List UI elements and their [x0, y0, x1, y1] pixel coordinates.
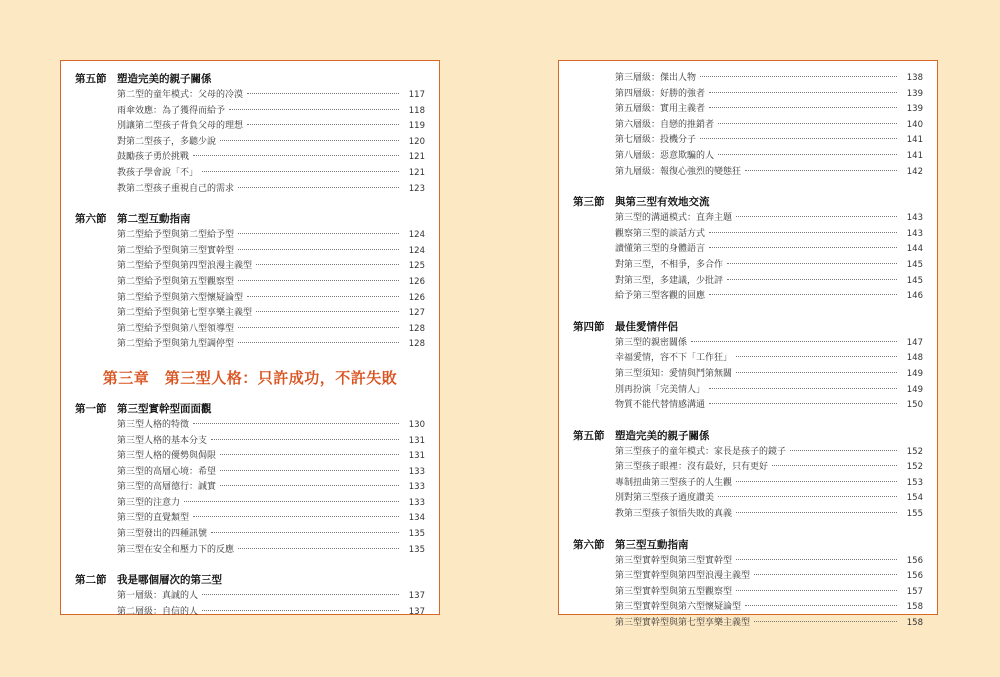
page-number: 143: [906, 228, 923, 239]
entry-title: 第三型的溝通模式：直奔主題: [615, 213, 733, 224]
entry-title: 第三型孩子的童年模式：家長是孩子的鏡子: [615, 446, 787, 457]
toc-section: [573, 428, 923, 523]
entry-title: 第二型給予型與第四型浪漫主義型: [117, 261, 253, 272]
dot-leader: [700, 76, 897, 77]
toc-entry[interactable]: [117, 150, 425, 166]
dot-leader: [772, 465, 897, 466]
dot-leader: [220, 454, 399, 455]
entry-title: 雨傘效應：為了獲得而給予: [117, 105, 226, 116]
dot-leader: [238, 233, 399, 234]
dot-leader: [256, 311, 399, 312]
entry-title: 第三型實幹型與第七型享樂主義型: [615, 618, 751, 629]
dot-leader: [202, 171, 399, 172]
page-number: 148: [906, 353, 923, 364]
page-number: 120: [408, 136, 425, 147]
section-heading: [75, 572, 425, 589]
page-number: 135: [408, 544, 425, 555]
section-number: 第六節: [75, 213, 107, 226]
page-number: 152: [906, 446, 923, 457]
entry-list: [75, 88, 425, 197]
toc-entry[interactable]: [117, 244, 425, 260]
page-number: 145: [906, 259, 923, 270]
entry-title: 給予第三型客觀的回應: [615, 291, 706, 302]
entry-title: 專制扭曲第三型孩子的人生觀: [615, 477, 733, 488]
toc-entry[interactable]: [117, 135, 425, 151]
entry-title: 第三型的直覺類型: [117, 513, 190, 524]
entry-title: 第三型的注意力: [117, 497, 181, 508]
dot-leader: [736, 559, 897, 560]
chapter-heading: 第三章 第三型人格：只許成功，不許失敗: [102, 368, 398, 387]
toc-entry[interactable]: [117, 228, 425, 244]
page-number: 131: [408, 451, 425, 462]
section-number: 第二節: [75, 574, 107, 587]
entry-list: [573, 71, 923, 180]
dot-leader: [709, 247, 897, 248]
section-number: 第三節: [573, 196, 605, 209]
entry-title: 鼓勵孩子勇於挑戰: [117, 152, 190, 163]
toc-entry[interactable]: [117, 275, 425, 291]
dot-leader: [718, 123, 897, 124]
toc-section: [573, 71, 923, 180]
page-number: 126: [408, 276, 425, 287]
section-number: 第一節: [75, 402, 107, 415]
section-title: 最佳愛情伴侶: [615, 320, 678, 333]
entry-list: [75, 228, 425, 353]
toc-section: [573, 194, 923, 305]
page-number: 158: [906, 602, 923, 613]
toc-entry[interactable]: [117, 605, 425, 621]
page-number: 157: [906, 586, 923, 597]
entry-title: 第七層級：投機分子: [615, 135, 697, 146]
section-heading: [75, 401, 425, 418]
entry-list: [573, 445, 923, 523]
dot-leader: [709, 107, 897, 108]
page-number: 152: [906, 462, 923, 473]
dot-leader: [229, 109, 399, 110]
toc-entry[interactable]: [615, 242, 923, 258]
entry-title: 第三型孩子眼裡：沒有最好，只有更好: [615, 462, 769, 473]
page-number: 117: [408, 90, 425, 100]
toc-entry[interactable]: [117, 322, 425, 338]
entry-title: 第二型給予型與第八型領導型: [117, 323, 235, 334]
dot-leader: [727, 263, 897, 264]
entry-title: 第三型發出的四種訊號: [117, 529, 208, 540]
page-number: 156: [906, 555, 923, 566]
dot-leader: [709, 388, 897, 389]
right-page: [558, 60, 938, 629]
page-number: 124: [408, 245, 425, 256]
toc-entry[interactable]: [117, 119, 425, 135]
entry-title: 第八層級：惡意欺騙的人: [615, 150, 715, 161]
toc-entry[interactable]: [615, 133, 923, 149]
section-number: 第五節: [573, 429, 605, 442]
toc-entry[interactable]: [117, 449, 425, 465]
dot-leader: [202, 594, 399, 595]
entry-title: 別對第三型孩子過度讚美: [615, 493, 715, 504]
dot-leader: [700, 138, 897, 139]
toc-entry[interactable]: [615, 274, 923, 290]
entry-title: 第三型的親密關係: [615, 337, 688, 348]
page-number: 131: [408, 435, 425, 446]
dot-leader: [718, 496, 897, 497]
toc-entry[interactable]: [117, 259, 425, 275]
entry-title: 讀懂第三型的身體語言: [615, 244, 706, 255]
page-number: 153: [906, 477, 923, 488]
dot-leader: [709, 294, 897, 295]
entry-title: 教第三型孩子領悟失敗的真義: [615, 509, 733, 520]
dot-leader: [709, 92, 897, 93]
toc-entry[interactable]: [615, 585, 923, 601]
section-title: 與第三型有效地交流: [615, 196, 710, 209]
entry-title: 第三層級：傑出人物: [615, 73, 697, 83]
entry-title: 第一層級：真誠的人: [117, 591, 199, 602]
toc-entry[interactable]: [615, 336, 923, 352]
dot-leader: [736, 590, 897, 591]
page-number: 155: [906, 509, 923, 520]
toc-entry[interactable]: [117, 418, 425, 434]
entry-title: 第六層級：自戀的推銷者: [615, 119, 715, 130]
dot-leader: [736, 512, 897, 513]
entry-title: 別讓第二型孩子背負父母的理想: [117, 121, 244, 132]
dot-leader: [247, 93, 399, 94]
toc-entry[interactable]: [615, 118, 923, 134]
toc-entry[interactable]: [615, 289, 923, 305]
toc-entry[interactable]: [615, 600, 923, 616]
entry-title: 第九層級：報復心強烈的變態狂: [615, 166, 742, 177]
page-number: 134: [408, 513, 425, 524]
entry-title: 物質不能代替情感溝通: [615, 400, 706, 411]
page-number: 149: [906, 368, 923, 379]
entry-title: 觀察第三型的談話方式: [615, 228, 706, 239]
section-number: 第四節: [573, 320, 605, 333]
dot-leader: [211, 439, 399, 440]
entry-title: 第三型實幹型與第五型觀察型: [615, 586, 733, 597]
entry-title: 第五層級：實用主義者: [615, 104, 706, 115]
dot-leader: [754, 574, 897, 575]
dot-leader: [193, 516, 399, 517]
toc-entry[interactable]: [615, 211, 923, 227]
toc-section: [75, 401, 425, 558]
page-number: 149: [906, 384, 923, 395]
dot-leader: [790, 450, 897, 451]
entry-list: [75, 418, 425, 558]
entry-title: 第二型的童年模式：父母的冷漠: [117, 90, 244, 100]
toc-entry[interactable]: [615, 149, 923, 165]
toc-entry[interactable]: [615, 554, 923, 570]
page-number: 133: [408, 466, 425, 477]
page-number: 118: [408, 105, 425, 116]
entry-list: [75, 589, 425, 620]
toc-section: [573, 537, 923, 632]
dot-leader: [736, 372, 897, 373]
toc-entry[interactable]: [615, 227, 923, 243]
dot-leader: [238, 327, 399, 328]
page-number: 158: [906, 618, 923, 629]
entry-list: [573, 211, 923, 305]
dot-leader: [247, 296, 399, 297]
entry-title: 第三型須知：愛情與鬥第無關: [615, 368, 733, 379]
toc-section: [573, 319, 923, 414]
section-title: 第三型實幹型面面觀: [117, 402, 212, 415]
toc-entry[interactable]: [615, 165, 923, 181]
dot-leader: [238, 280, 399, 281]
section-heading: [573, 537, 923, 554]
page-number: 142: [906, 166, 923, 177]
dot-leader: [193, 423, 399, 424]
toc-entry[interactable]: [117, 166, 425, 182]
dot-leader: [220, 140, 399, 141]
page-number: 156: [906, 571, 923, 582]
dot-leader: [736, 356, 897, 357]
dot-leader: [754, 621, 897, 622]
dot-leader: [691, 341, 897, 342]
page-number: 150: [906, 400, 923, 411]
entry-title: 第三型的高層德行：誠實: [117, 482, 217, 493]
dot-leader: [709, 232, 897, 233]
dot-leader: [745, 605, 897, 606]
section-title: 我是哪個層次的第三型: [117, 574, 222, 587]
page-number: 135: [408, 529, 425, 540]
toc-entry[interactable]: [117, 465, 425, 481]
page-number: 121: [408, 152, 425, 163]
section-heading: [573, 319, 923, 336]
toc-entry[interactable]: [615, 616, 923, 632]
toc-entry[interactable]: [615, 476, 923, 492]
toc-entry[interactable]: [615, 569, 923, 585]
entry-title: 教第二型孩子重視自己的需求: [117, 183, 235, 194]
page-number: 133: [408, 497, 425, 508]
entry-list: [573, 336, 923, 414]
toc-section: [75, 211, 425, 353]
toc-entry[interactable]: [615, 71, 923, 87]
page-number: 145: [906, 275, 923, 286]
page-number: 119: [408, 121, 425, 132]
entry-title: 第二型給予型與第九型調停型: [117, 339, 235, 350]
entry-title: 對第二型孩子，多聽少說: [117, 136, 217, 147]
entry-title: 第三型的高層心境：希望: [117, 466, 217, 477]
toc-entry[interactable]: [615, 102, 923, 118]
section-title: 第二型互動指南: [117, 213, 191, 226]
toc-entry[interactable]: [615, 87, 923, 103]
entry-title: 第三型實幹型與第四型浪漫主義型: [615, 571, 751, 582]
dot-leader: [745, 170, 897, 171]
toc-section: [75, 71, 425, 197]
page-number: 127: [408, 308, 425, 319]
dot-leader: [184, 501, 399, 502]
toc-entry[interactable]: [117, 88, 425, 104]
dot-leader: [718, 154, 897, 155]
toc-entry[interactable]: [117, 527, 425, 543]
entry-title: 第三型在安全和壓力下的反應: [117, 544, 235, 555]
toc-entry[interactable]: [117, 104, 425, 120]
page-number: 137: [408, 591, 425, 602]
entry-title: 對第三型，多建議，少批評: [615, 275, 724, 286]
entry-title: 幸福愛情，容不下「工作狂」: [615, 353, 733, 364]
section-title: 塑造完美的親子關係: [615, 429, 710, 442]
dot-leader: [736, 216, 897, 217]
page-number: 125: [408, 261, 425, 272]
entry-title: 第三型人格的特徵: [117, 419, 190, 430]
toc-entry[interactable]: [117, 480, 425, 496]
dot-leader: [220, 485, 399, 486]
page-number: 139: [906, 88, 923, 99]
toc-entry[interactable]: [117, 337, 425, 353]
toc-entry[interactable]: [117, 496, 425, 512]
entry-title: 第二層級：自信的人: [117, 606, 199, 617]
entry-title: 第三型實幹型與第六型懷疑論型: [615, 602, 742, 613]
section-number: 第六節: [573, 538, 605, 551]
dot-leader: [709, 403, 897, 404]
left-page: [60, 60, 440, 615]
dot-leader: [238, 187, 399, 188]
page-number: 137: [408, 606, 425, 617]
toc-entry[interactable]: [117, 182, 425, 198]
section-heading: [573, 194, 923, 211]
toc-entry[interactable]: [117, 511, 425, 527]
entry-title: 第三型人格的優勢與侷限: [117, 451, 217, 462]
dot-leader: [247, 124, 399, 125]
toc-entry[interactable]: [117, 306, 425, 322]
dot-leader: [727, 279, 897, 280]
toc-entry[interactable]: [615, 491, 923, 507]
page-number: 126: [408, 292, 425, 303]
toc-entry[interactable]: [615, 445, 923, 461]
toc-entry[interactable]: [615, 398, 923, 414]
page-number: 123: [408, 183, 425, 194]
dot-leader: [211, 532, 399, 533]
page-number: 138: [906, 73, 923, 83]
toc-entry[interactable]: [615, 258, 923, 274]
page-number: 130: [408, 419, 425, 430]
entry-title: 別再扮演「完美情人」: [615, 384, 706, 395]
page-number: 140: [906, 119, 923, 130]
dot-leader: [193, 155, 399, 156]
dot-leader: [256, 264, 399, 265]
dot-leader: [238, 249, 399, 250]
entry-title: 第二型給予型與第七型享樂主義型: [117, 308, 253, 319]
dot-leader: [238, 342, 399, 343]
toc-entry[interactable]: [615, 383, 923, 399]
page-number: 133: [408, 482, 425, 493]
dot-leader: [202, 610, 399, 611]
toc-entry[interactable]: [615, 460, 923, 476]
page-number: 154: [906, 493, 923, 504]
page-number: 147: [906, 337, 923, 348]
section-heading: [573, 428, 923, 445]
dot-leader: [220, 470, 399, 471]
page-number: 141: [906, 135, 923, 146]
dot-leader: [238, 548, 399, 549]
toc-entry[interactable]: [117, 589, 425, 605]
page-number: 144: [906, 244, 923, 255]
section-number: 第五節: [75, 73, 107, 85]
toc-entry[interactable]: [117, 543, 425, 559]
page-number: 124: [408, 230, 425, 241]
page-number: 121: [408, 167, 425, 178]
entry-title: 第二型給予型與第二型給予型: [117, 230, 235, 241]
page-number: 128: [408, 339, 425, 350]
page-number: 141: [906, 150, 923, 161]
section-title: 第三型互動指南: [615, 538, 689, 551]
entry-title: 第三型人格的基本分支: [117, 435, 208, 446]
section-heading: [75, 211, 425, 228]
toc-entry[interactable]: [615, 351, 923, 367]
page-number: 146: [906, 291, 923, 302]
page-number: 139: [906, 104, 923, 115]
entry-title: 第三型實幹型與第三型實幹型: [615, 555, 733, 566]
entry-title: 對第三型，不相爭，多合作: [615, 259, 724, 270]
toc-entry[interactable]: [117, 434, 425, 450]
entry-title: 教孩子學會說「不」: [117, 167, 199, 178]
entry-title: 第二型給予型與第五型觀察型: [117, 276, 235, 287]
section-heading: [75, 71, 425, 88]
toc-section: [75, 572, 425, 620]
entry-title: 第四層級：好勝的強者: [615, 88, 706, 99]
page-number: 143: [906, 213, 923, 224]
entry-title: 第二型給予型與第三型實幹型: [117, 245, 235, 256]
page-number: 128: [408, 323, 425, 334]
toc-entry[interactable]: [615, 507, 923, 523]
entry-title: 第二型給予型與第六型懷疑論型: [117, 292, 244, 303]
entry-list: [573, 554, 923, 632]
dot-leader: [736, 481, 897, 482]
section-title: 塑造完美的親子關係: [117, 73, 212, 85]
toc-entry[interactable]: [117, 291, 425, 307]
toc-entry[interactable]: [615, 367, 923, 383]
